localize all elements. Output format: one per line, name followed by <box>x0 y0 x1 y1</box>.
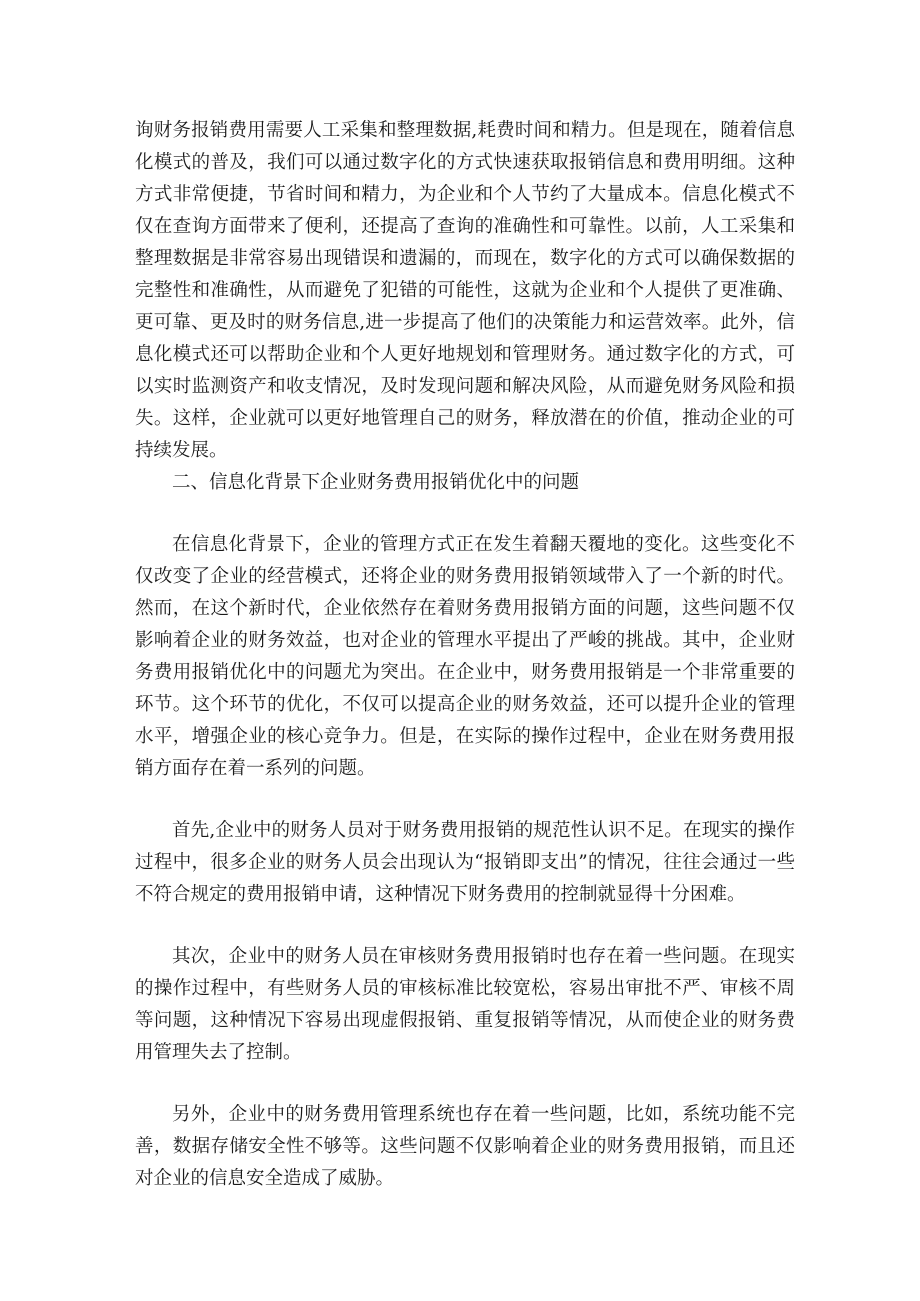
paragraph-second-issue: 其次，企业中的财务人员在审核财务费用报销时也存在着一些问题。在现实的操作过程中，有些财务人员的审核标准比较宽松，容易出审批不严、审核不周等问题，这种情况下容易出现虚假报销、重复报销等情况，从而使企业的财务费用管理失去了控制。 <box>135 946 795 1063</box>
section-heading: 二、信息化背景下企业财务费用报销优化中的问题 <box>172 472 580 493</box>
paragraph-first-issue: 首先,企业中的财务人员对于财务费用报销的规范性认识不足。在现实的操作过程中，很多企业的财务人员会出现认为“报销即支出”的情况，往往会通过一些不符合规定的费用报销申请，这种情况下财务费用的控制就显得十分困难。 <box>135 820 795 905</box>
paragraph-background: 在信息化背景下，企业的管理方式正在发生着翻天覆地的变化。这些变化不仅改变了企业的经营模式，还将企业的财务费用报销领域带入了一个新的时代。然而，在这个新时代，企业依然存在着财务费用报销方面的问题，这些问题不仅影响着企业的财务效益，也对企业的管理水平提出了严峻的挑战。其中，企业财务费用报销优化中的问题尤为突出。在企业中，财务费用报销是一个非常重要的环节。这个环节的优化，不仅可以提高企业的财务效益，还可以提升企业的管理水平，增强企业的核心竞争力。但是，在实际的操作过程中，企业在财务费用报销方面存在着一系列的问题。 <box>135 534 795 779</box>
paragraph-third-issue: 另外，企业中的财务费用管理系统也存在着一些问题，比如，系统功能不完善，数据存储安全性不够等。这些问题不仅影响着企业的财务费用报销，而且还对企业的信息安全造成了威胁。 <box>135 1104 795 1189</box>
document-body <box>135 115 795 1195</box>
paragraph-intro-continuation: 询财务报销费用需要人工采集和整理数据,耗费时间和精力。但是现在，随着信息化模式的普及，我们可以通过数字化的方式快速获取报销信息和费用明细。这种方式非常便捷，节省时间和精力，为企业和个人节约了大量成本。信息化模式不仅在查询方面带来了便利，还提高了查询的准确性和可靠性。以前，人工采集和整理数据是非常容易出现错误和遗漏的，而现在，数字化的方式可以确保数据的完整性和准确性，从而避免了犯错的可能性，这就为企业和个人提供了更准确、更可靠、更及时的财务信息,进一步提高了他们的决策能力和运营效率。此外，信息化模式还可以帮助企业和个人更好地规划和管理财务。通过数字化的方式，可以实时监测资产和收支情况，及时发现问题和解决风险，从而避免财务风险和损失。这样，企业就可以更好地管理自己的财务，释放潜在的价值，推动企业的可持续发展。 <box>135 120 795 461</box>
